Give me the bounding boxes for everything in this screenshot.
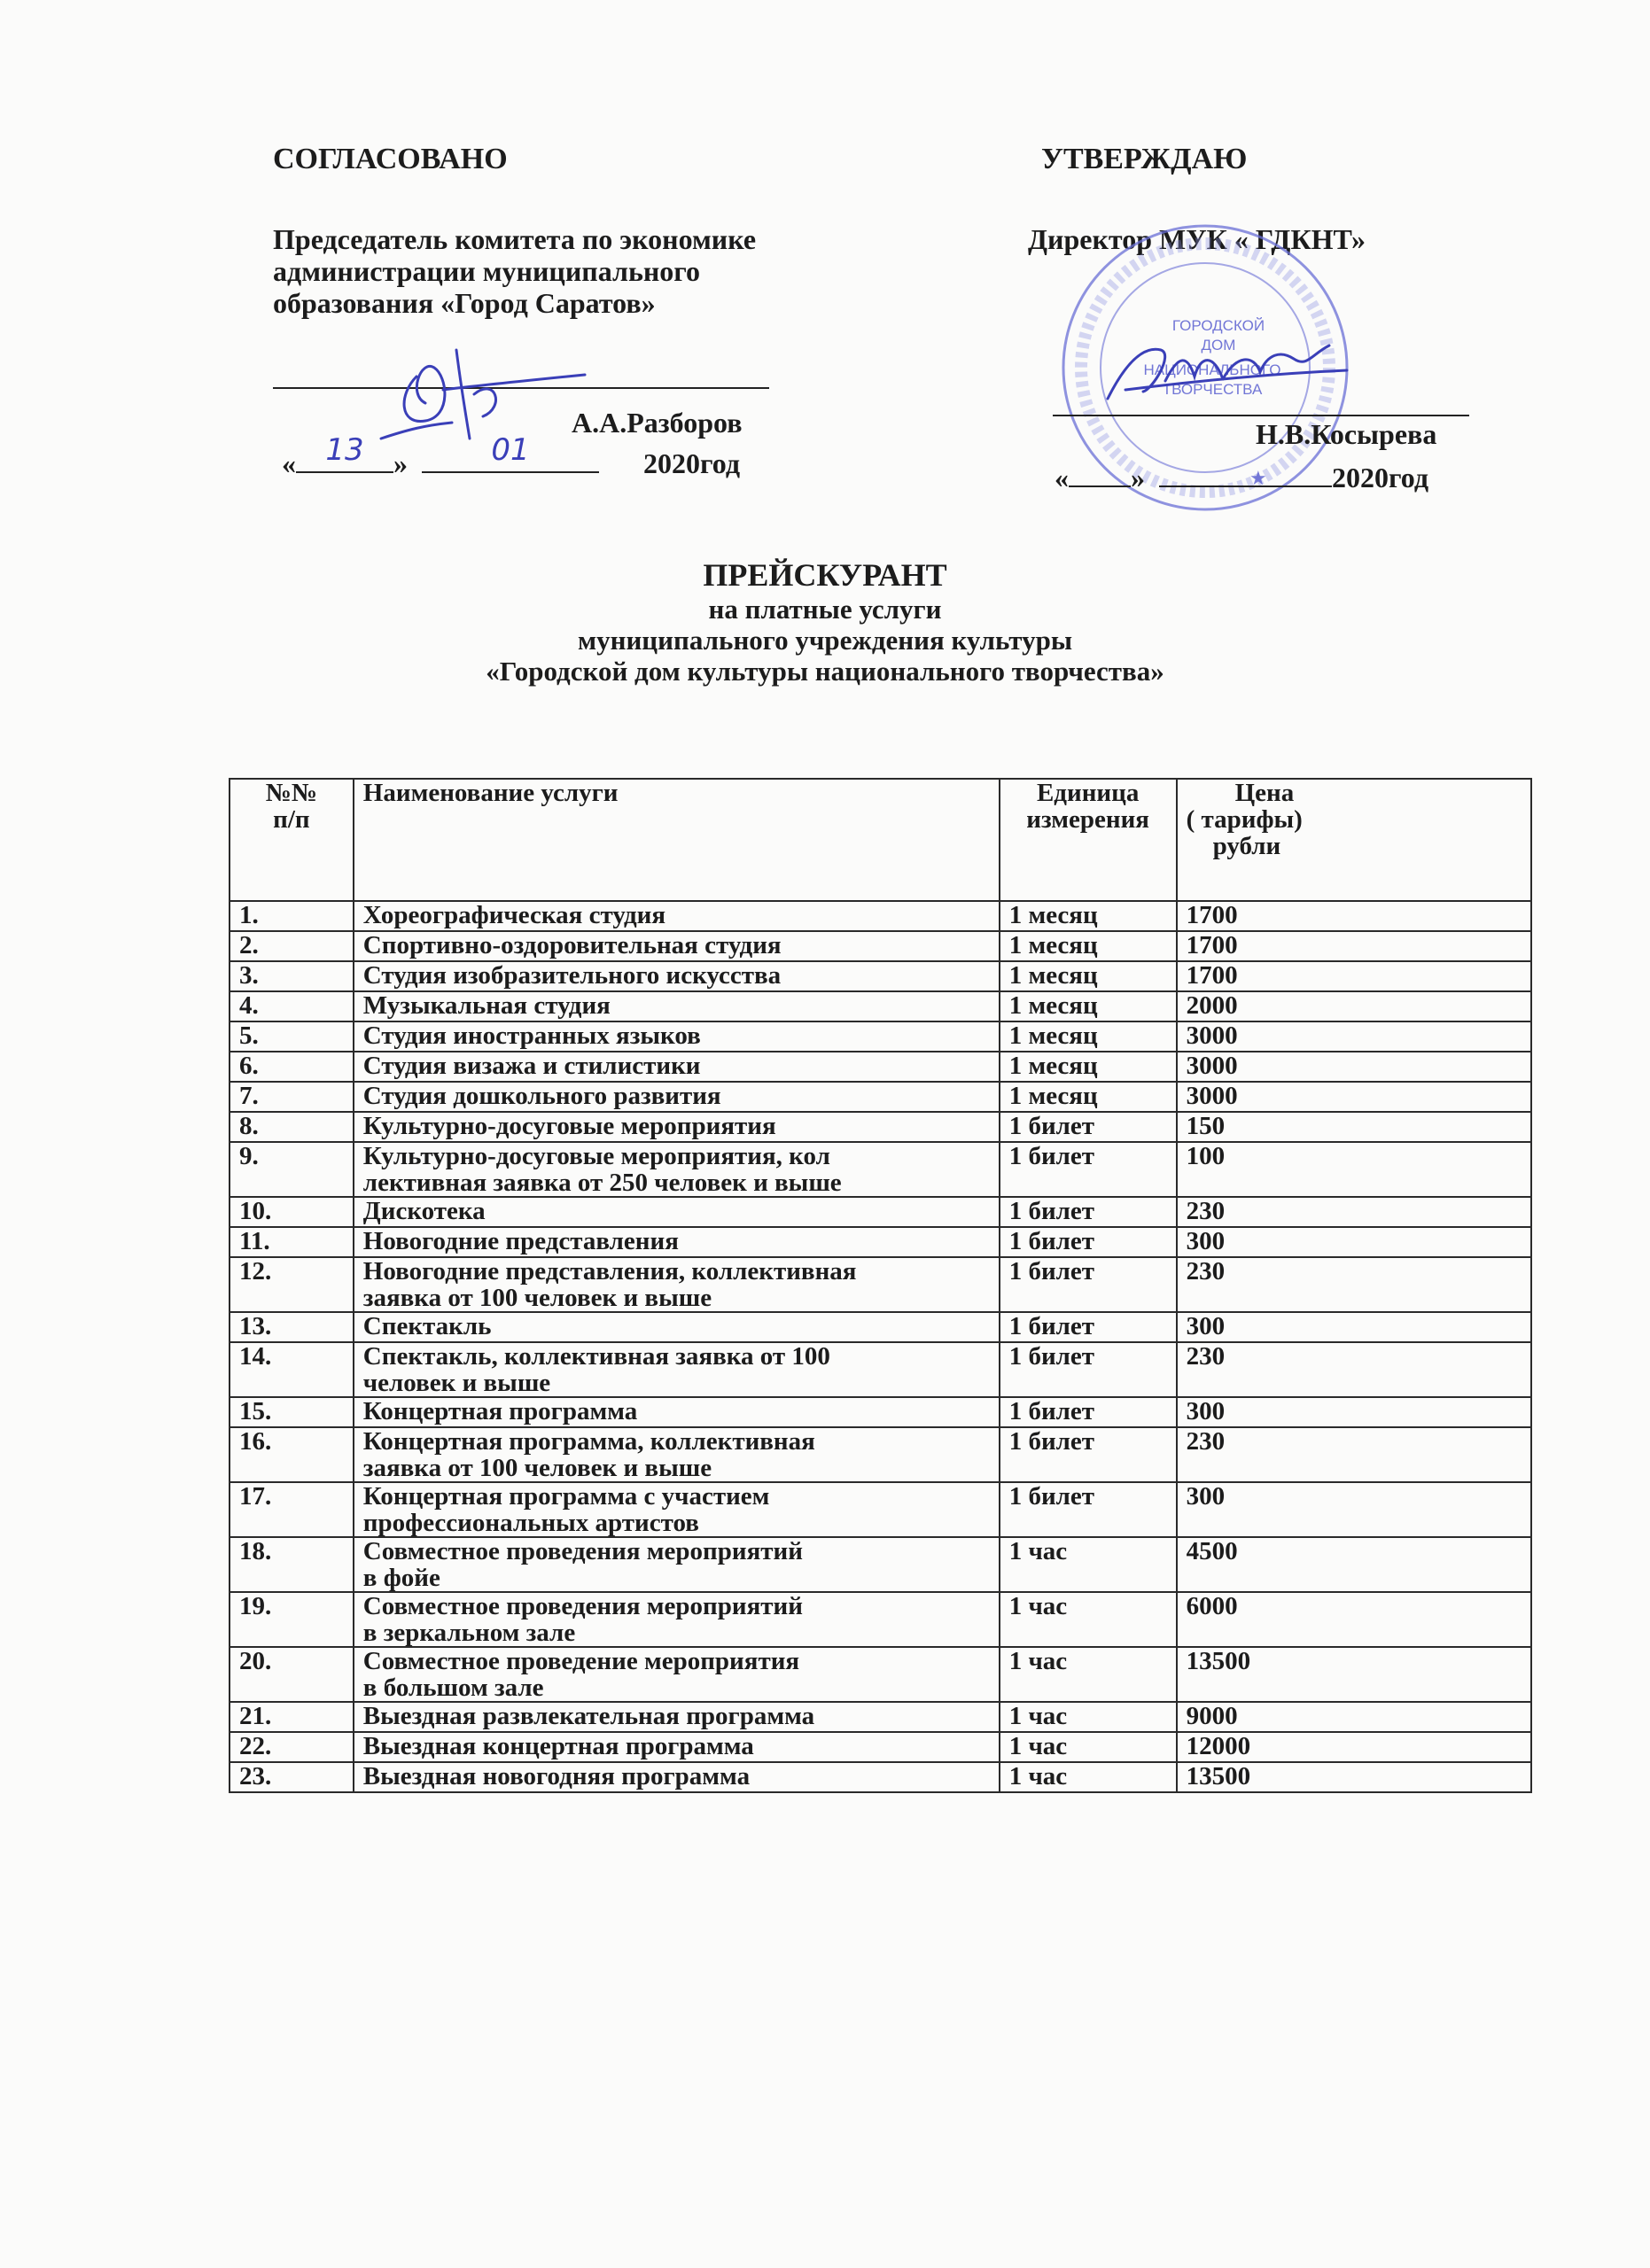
cell-number: 12. [230, 1257, 354, 1312]
table-row [230, 1312, 1531, 1342]
stamp-text-line: НАЦИОНАЛЬНОГО [1143, 361, 1281, 378]
cell-price: 12000 [1177, 1732, 1531, 1762]
cell-number: 15. [230, 1397, 354, 1427]
service-name-line: Выездная новогодняя программа [362, 1762, 751, 1790]
cell-price: 1700 [1177, 901, 1531, 931]
cell-service-name [354, 1647, 1000, 1702]
table-row [230, 961, 1531, 991]
cell-service-name [354, 1021, 1000, 1052]
cell-service-name [354, 1702, 1000, 1732]
cell-unit: 1 час [1000, 1592, 1177, 1647]
service-name-line: человек и выше [362, 1369, 551, 1397]
cell-price: 230 [1177, 1342, 1531, 1397]
cell-service-name [354, 1082, 1000, 1112]
cell-number: 13. [230, 1312, 354, 1342]
cell-unit: 1 билет [1000, 1342, 1177, 1397]
cell-service-name [354, 931, 1000, 961]
cell-number: 9. [230, 1142, 354, 1197]
cell-price: 9000 [1177, 1702, 1531, 1732]
approved-date-day [1069, 459, 1131, 487]
cell-price: 300 [1177, 1312, 1531, 1342]
cell-service-name [354, 1537, 1000, 1592]
service-name-line: Совместное проведения мероприятий [362, 1592, 803, 1620]
cell-unit: 1 билет [1000, 1197, 1177, 1227]
approval-block-agreed [273, 142, 778, 319]
service-name-line: в фойе [362, 1564, 440, 1592]
cell-number: 10. [230, 1197, 354, 1227]
table-row [230, 1592, 1531, 1647]
agreed-signature [372, 341, 603, 447]
cell-number: 1. [230, 901, 354, 931]
cell-price: 300 [1177, 1397, 1531, 1427]
cell-unit: 1 месяц [1000, 1021, 1177, 1052]
stamp-text-line: ГОРОДСКОЙ [1171, 317, 1265, 334]
table-row [230, 1732, 1531, 1762]
cell-price: 100 [1177, 1142, 1531, 1197]
cell-service-name [354, 961, 1000, 991]
date-quote-close: » [393, 447, 408, 479]
cell-price: 230 [1177, 1257, 1531, 1312]
cell-price: 13500 [1177, 1647, 1531, 1702]
cell-price: 13500 [1177, 1762, 1531, 1792]
table-row [230, 1482, 1531, 1537]
handwritten-day: 13 [325, 432, 364, 468]
table-row [230, 1257, 1531, 1312]
service-name-line: Новогодние представления, коллективная [362, 1257, 857, 1285]
approved-signature-line [1053, 415, 1469, 416]
agreed-position [273, 223, 778, 319]
cell-unit: 1 билет [1000, 1427, 1177, 1482]
cell-price: 230 [1177, 1427, 1531, 1482]
header-price-line: ( тарифы) [1186, 805, 1303, 834]
service-name-line: Дискотека [362, 1197, 486, 1225]
date-quote-open: « [1055, 462, 1069, 493]
agreed-date-month [422, 432, 599, 473]
stamp-text-line: ДОМ [1201, 337, 1236, 353]
agreed-signer-name: А.А.Разборов [572, 407, 743, 439]
date-quote-open: « [282, 447, 296, 479]
service-name-line: Совместное проведение мероприятия [362, 1647, 800, 1675]
cell-price: 1700 [1177, 931, 1531, 961]
service-name-line: Концертная программа [362, 1397, 638, 1425]
service-name-line: Культурно-досуговые мероприятия, кол [362, 1142, 830, 1170]
cell-price: 150 [1177, 1112, 1531, 1142]
service-name-line: Спортивно-оздоровительная студия [362, 931, 782, 959]
cell-service-name [354, 991, 1000, 1021]
date-quote-close: » [1131, 462, 1145, 493]
table-row [230, 1647, 1531, 1702]
service-name-line: Спектакль [362, 1312, 492, 1340]
cell-service-name [354, 1397, 1000, 1427]
service-name-line: Студия изобразительного искусства [362, 961, 782, 990]
cell-price: 230 [1177, 1197, 1531, 1227]
cell-unit: 1 билет [1000, 1397, 1177, 1427]
cell-price: 4500 [1177, 1537, 1531, 1592]
cell-unit: 1 месяц [1000, 901, 1177, 931]
cell-service-name [354, 1257, 1000, 1312]
cell-number: 16. [230, 1427, 354, 1482]
approved-date-year: 2020год [1332, 462, 1428, 493]
header-unit-line: Единица [1036, 779, 1140, 807]
cell-unit: 1 час [1000, 1762, 1177, 1792]
price-table [229, 778, 1532, 1793]
cell-service-name [354, 901, 1000, 931]
cell-price: 3000 [1177, 1082, 1531, 1112]
cell-unit: 1 месяц [1000, 991, 1177, 1021]
header-price-line: рубли [1212, 832, 1281, 860]
agreed-date [282, 432, 740, 480]
cell-service-name [354, 1142, 1000, 1197]
table-body [230, 901, 1531, 1792]
service-name-line: Новогодние представления [362, 1227, 679, 1255]
table-row [230, 1142, 1531, 1197]
cell-number: 2. [230, 931, 354, 961]
cell-price: 6000 [1177, 1592, 1531, 1647]
table-row [230, 901, 1531, 931]
table-row [230, 1082, 1531, 1112]
cell-service-name [354, 1052, 1000, 1082]
approved-heading: УТВЕРЖДАЮ [1041, 143, 1248, 175]
service-name-line: Хореографическая студия [362, 901, 666, 929]
cell-number: 14. [230, 1342, 354, 1397]
cell-unit: 1 билет [1000, 1112, 1177, 1142]
cell-number: 21. [230, 1702, 354, 1732]
header-unit-line: измерения [1026, 805, 1149, 834]
cell-number: 8. [230, 1112, 354, 1142]
cell-number: 7. [230, 1082, 354, 1112]
service-name-line: Концертная программа, коллективная [362, 1427, 815, 1456]
cell-service-name [354, 1342, 1000, 1397]
service-name-line: в большом зале [362, 1674, 544, 1702]
service-name-line: Студия визажа и стилистики [362, 1052, 701, 1080]
service-name-line: Выездная концертная программа [362, 1732, 754, 1760]
agreed-position-line: администрации муниципального [273, 255, 701, 287]
cell-number: 19. [230, 1592, 354, 1647]
cell-service-name [354, 1197, 1000, 1227]
table-row [230, 1397, 1531, 1427]
cell-unit: 1 час [1000, 1647, 1177, 1702]
cell-price: 300 [1177, 1482, 1531, 1537]
service-name-line: Выездная развлекательная программа [362, 1702, 815, 1730]
table-row [230, 1227, 1531, 1257]
service-name-line: заявка от 100 человек и выше [362, 1284, 712, 1312]
header-price-line: Цена [1234, 779, 1295, 807]
cell-number: 22. [230, 1732, 354, 1762]
cell-unit: 1 месяц [1000, 1052, 1177, 1082]
service-name-line: профессиональных артистов [362, 1509, 699, 1537]
cell-service-name [354, 1592, 1000, 1647]
service-name-line: Студия иностранных языков [362, 1021, 701, 1050]
table-row [230, 1537, 1531, 1592]
cell-number: 5. [230, 1021, 354, 1052]
header-price [1177, 779, 1531, 901]
approved-date-month [1159, 459, 1332, 487]
cell-service-name [354, 1112, 1000, 1142]
cell-service-name [354, 1482, 1000, 1537]
cell-unit: 1 месяц [1000, 1082, 1177, 1112]
handwritten-month: 01 [491, 432, 530, 468]
table-row [230, 1342, 1531, 1397]
agreed-date-day [296, 432, 393, 473]
cell-number: 17. [230, 1482, 354, 1537]
cell-service-name [354, 1427, 1000, 1482]
cell-unit: 1 час [1000, 1732, 1177, 1762]
service-name-line: Совместное проведения мероприятий [362, 1537, 803, 1565]
cell-service-name [354, 1227, 1000, 1257]
table-row [230, 1197, 1531, 1227]
cell-number: 23. [230, 1762, 354, 1792]
header-name: Наименование услуги [354, 779, 1000, 901]
table-row [230, 1112, 1531, 1142]
table-row [230, 1052, 1531, 1082]
cell-price: 3000 [1177, 1021, 1531, 1052]
agreed-position-line: Председатель комитета по экономике [273, 223, 757, 255]
agreed-heading: СОГЛАСОВАНО [273, 143, 508, 175]
cell-service-name [354, 1762, 1000, 1792]
approved-position: Директор МУК « ГДКНТ» [1028, 223, 1366, 255]
service-name-line: Культурно-досуговые мероприятия [362, 1112, 776, 1140]
table-header-row [230, 779, 1531, 901]
approved-signature [1090, 328, 1356, 416]
table-row [230, 1021, 1531, 1052]
table-row [230, 931, 1531, 961]
service-name-line: Концертная программа с участием [362, 1482, 770, 1511]
cell-number: 20. [230, 1647, 354, 1702]
header-unit [1000, 779, 1177, 901]
header-num-line: №№ [265, 779, 318, 807]
cell-price: 2000 [1177, 991, 1531, 1021]
title-main: ПРЕЙСКУРАНТ [703, 557, 947, 593]
agreed-date-year: 2020год [643, 447, 740, 479]
cell-unit: 1 билет [1000, 1257, 1177, 1312]
cell-unit: 1 месяц [1000, 961, 1177, 991]
service-name-line: Спектакль, коллективная заявка от 100 [362, 1342, 830, 1371]
table-row [230, 1762, 1531, 1792]
cell-unit: 1 билет [1000, 1142, 1177, 1197]
table-row [230, 991, 1531, 1021]
header-num [230, 779, 354, 901]
cell-number: 6. [230, 1052, 354, 1082]
title-line: «Городской дом культуры национального творчества» [486, 656, 1164, 687]
cell-number: 11. [230, 1227, 354, 1257]
title-line: муниципального учреждения культуры [577, 625, 1073, 656]
agreed-position-line: образования «Город Саратов» [273, 287, 656, 319]
cell-number: 18. [230, 1537, 354, 1592]
table-row [230, 1427, 1531, 1482]
cell-number: 3. [230, 961, 354, 991]
cell-unit: 1 билет [1000, 1482, 1177, 1537]
star-icon: ★ [1249, 468, 1267, 490]
cell-price: 1700 [1177, 961, 1531, 991]
stamp-text-line: ТВОРЧЕСТВА [1162, 381, 1263, 398]
document-title [0, 556, 1650, 687]
approved-date [1055, 459, 1428, 494]
cell-unit: 1 билет [1000, 1312, 1177, 1342]
cell-service-name [354, 1732, 1000, 1762]
table-row [230, 1702, 1531, 1732]
header-num-line: п/п [273, 805, 310, 834]
cell-unit: 1 месяц [1000, 931, 1177, 961]
cell-unit: 1 час [1000, 1537, 1177, 1592]
approved-signer-name: Н.В.Косырева [1256, 418, 1437, 450]
cell-unit: 1 час [1000, 1702, 1177, 1732]
cell-number: 4. [230, 991, 354, 1021]
cell-service-name [354, 1312, 1000, 1342]
cell-unit: 1 билет [1000, 1227, 1177, 1257]
service-name-line: заявка от 100 человек и выше [362, 1454, 712, 1482]
service-name-line: лективная заявка от 250 человек и выше [362, 1169, 842, 1197]
cell-price: 300 [1177, 1227, 1531, 1257]
service-name-line: Музыкальная студия [362, 991, 611, 1020]
cell-price: 3000 [1177, 1052, 1531, 1082]
service-name-line: Студия дошкольного развития [362, 1082, 721, 1110]
title-line: на платные услуги [708, 594, 942, 625]
service-name-line: в зеркальном зале [362, 1619, 576, 1647]
